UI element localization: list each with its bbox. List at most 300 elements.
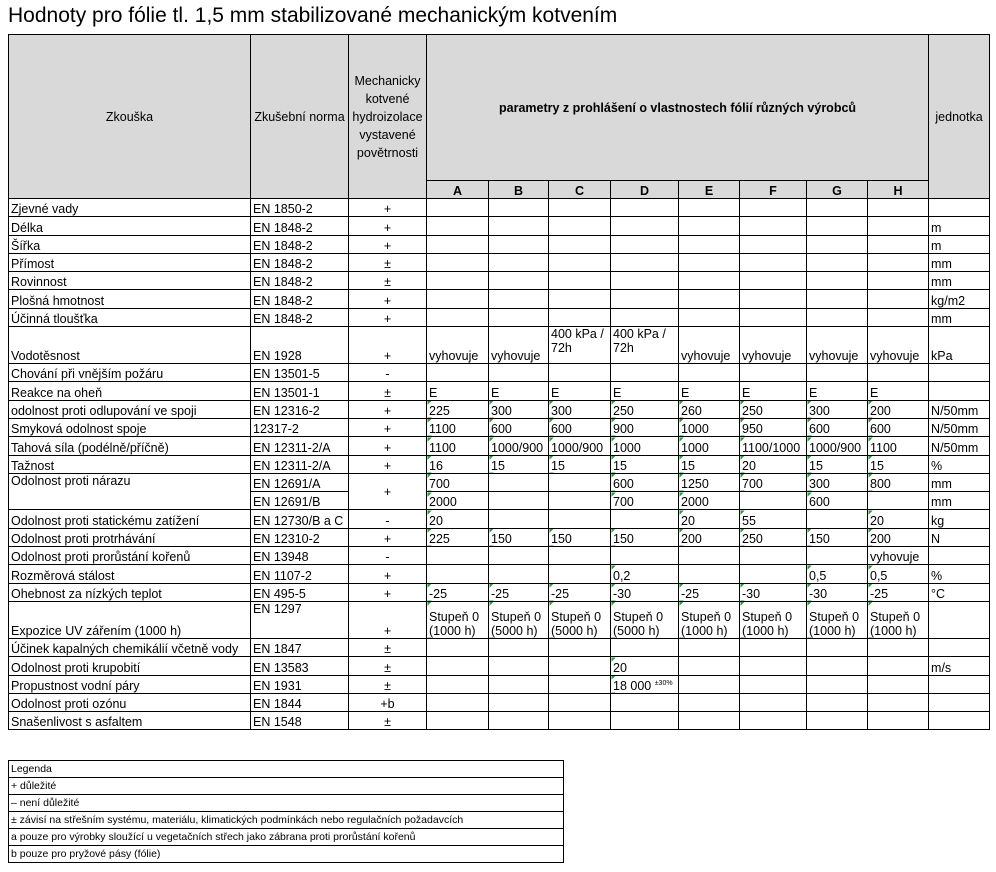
importance-sign: +: [349, 528, 427, 546]
value-cell: 1100: [427, 418, 489, 436]
test-norm: EN 1848-2: [251, 253, 349, 271]
table-row: [9, 528, 990, 546]
value-cell: [427, 565, 489, 583]
header-mech: Mechanicky kotvené hydroizolace vystavené povětrnosti: [349, 35, 427, 199]
test-name: Odolnost proti krupobití: [9, 657, 251, 675]
value-cell: [807, 364, 868, 382]
value-cell: [611, 364, 679, 382]
test-norm: EN 13501-5: [251, 364, 349, 382]
unit-cell: kPa: [929, 327, 990, 364]
value-cell: -25: [549, 583, 611, 601]
value-cell: 300: [807, 473, 868, 491]
unit-cell: m/s: [929, 657, 990, 675]
value-cell: [740, 253, 807, 271]
properties-table: [8, 34, 990, 730]
test-norm: EN 1848-2: [251, 217, 349, 235]
test-norm: EN 12311-2/A: [251, 455, 349, 473]
table-row: [9, 272, 990, 290]
value-cell: [679, 217, 740, 235]
value-cell: [611, 638, 679, 656]
value-cell: E: [611, 382, 679, 400]
value-cell: 260: [679, 400, 740, 418]
value-cell: [611, 308, 679, 326]
value-cell: [549, 492, 611, 510]
importance-sign: ±: [349, 675, 427, 693]
value-cell: [489, 675, 549, 693]
unit-cell: mm: [929, 308, 990, 326]
test-norm: EN 495-5: [251, 583, 349, 601]
importance-sign: +: [349, 418, 427, 436]
value-cell: [679, 675, 740, 693]
test-name: Rovinnost: [9, 272, 251, 290]
test-name: Expozice UV zářením (1000 h): [9, 601, 251, 638]
test-name: Plošná hmotnost: [9, 290, 251, 308]
value-cell: 250: [611, 400, 679, 418]
table-row: [9, 583, 990, 601]
value-cell: [489, 217, 549, 235]
value-cell: 600: [549, 418, 611, 436]
table-row: [9, 547, 990, 565]
value-cell: 1100: [427, 437, 489, 455]
test-name: Délka: [9, 217, 251, 235]
value-cell: 900: [611, 418, 679, 436]
importance-sign: ±: [349, 382, 427, 400]
importance-sign: +: [349, 327, 427, 364]
value-cell: 225: [427, 400, 489, 418]
value-cell: 600: [611, 473, 679, 491]
test-name: Tažnost: [9, 455, 251, 473]
importance-sign: +: [349, 437, 427, 455]
value-cell: 1000/900: [549, 437, 611, 455]
value-cell: 15: [489, 455, 549, 473]
value-cell: vyhovuje: [740, 327, 807, 364]
value-cell: [807, 675, 868, 693]
value-cell: [611, 675, 679, 693]
value-cell: [868, 364, 929, 382]
value-cell: 20: [868, 510, 929, 528]
value-cell: [427, 235, 489, 253]
manufacturer-b: B: [489, 181, 549, 199]
value-cell: vyhovuje: [807, 327, 868, 364]
value-cell: [807, 235, 868, 253]
value-cell: 700: [740, 473, 807, 491]
unit-cell: %: [929, 455, 990, 473]
table-row: [9, 364, 990, 382]
value-cell: [611, 217, 679, 235]
value-cell: [679, 253, 740, 271]
test-name: Odolnost proti nárazu: [9, 473, 251, 510]
value-cell: [740, 235, 807, 253]
value-cell: 200: [868, 528, 929, 546]
legend-item: – není důležité: [9, 795, 564, 812]
importance-sign: +: [349, 290, 427, 308]
header-params: parametry z prohlášení o vlastnostech fólií různých výrobců: [427, 35, 929, 181]
test-name: Odolnost proti statickému zatížení: [9, 510, 251, 528]
value-cell: vyhovuje: [489, 327, 549, 364]
value-cell: vyhovuje: [868, 547, 929, 565]
value-cell: 150: [611, 528, 679, 546]
test-name: Odolnost proti ozónu: [9, 693, 251, 711]
legend-table: [8, 760, 564, 863]
test-norm: EN 13583: [251, 657, 349, 675]
table-row: [9, 675, 990, 693]
value-cell: [868, 199, 929, 217]
value-cell: 1250: [679, 473, 740, 491]
value-cell: [427, 675, 489, 693]
value-cell: [427, 253, 489, 271]
value-cell: [427, 272, 489, 290]
table-row: [9, 657, 990, 675]
value-cell: [868, 693, 929, 711]
value-cell: [740, 693, 807, 711]
value-cell: 700: [427, 473, 489, 491]
value-cell: [679, 565, 740, 583]
test-norm: EN 1848-2: [251, 290, 349, 308]
legend-item: + důležité: [9, 778, 564, 795]
value-cell: [489, 473, 549, 491]
value-cell: [868, 492, 929, 510]
value-cell: [549, 547, 611, 565]
importance-sign: ±: [349, 638, 427, 656]
unit-cell: N/50mm: [929, 418, 990, 436]
value-cell: [489, 290, 549, 308]
value-cell: [740, 492, 807, 510]
value-cell: [489, 638, 549, 656]
value-cell: [489, 565, 549, 583]
test-norm: EN 1931: [251, 675, 349, 693]
value-cell: Stupeň 0 (5000 h): [611, 601, 679, 638]
value-cell: [549, 693, 611, 711]
unit-cell: N: [929, 528, 990, 546]
value-cell: 2000: [427, 492, 489, 510]
importance-sign: +: [349, 583, 427, 601]
value-cell: 0,2: [611, 565, 679, 583]
value-cell: [807, 693, 868, 711]
value-cell: [807, 308, 868, 326]
value-cell: 200: [679, 528, 740, 546]
legend-item: b pouze pro pryžové pásy (fólie): [9, 846, 564, 863]
value-cell: E: [427, 382, 489, 400]
value-cell: [427, 199, 489, 217]
importance-sign: +: [349, 473, 427, 510]
test-norm: EN 12310-2: [251, 528, 349, 546]
value-cell: [549, 290, 611, 308]
value-cell: [611, 712, 679, 730]
value-cell: [740, 565, 807, 583]
value-cell: [679, 547, 740, 565]
value-cell: 300: [549, 400, 611, 418]
manufacturer-a: A: [427, 181, 489, 199]
value-cell: [489, 547, 549, 565]
value-cell: E: [489, 382, 549, 400]
table-row: [9, 327, 990, 364]
value-cell: 1000/900: [807, 437, 868, 455]
manufacturer-d: D: [611, 181, 679, 199]
value-cell: 1100: [868, 437, 929, 455]
table-row: [9, 565, 990, 583]
value-cell: 1000: [679, 437, 740, 455]
unit-cell: [929, 693, 990, 711]
importance-sign: +: [349, 308, 427, 326]
test-name: Účinná tloušťka: [9, 308, 251, 326]
importance-sign: +: [349, 565, 427, 583]
value-cell: 1000: [679, 418, 740, 436]
value-cell: [489, 235, 549, 253]
value-cell: [807, 253, 868, 271]
test-name: odolnost proti odlupování ve spoji: [9, 400, 251, 418]
header-test: Zkouška: [9, 35, 251, 199]
value-cell: [611, 253, 679, 271]
value-cell: [868, 217, 929, 235]
value-cell: [489, 364, 549, 382]
value-cell: 15: [611, 455, 679, 473]
value-cell: [679, 712, 740, 730]
value-cell: 200: [868, 400, 929, 418]
value-cell: [740, 272, 807, 290]
value-cell: [489, 492, 549, 510]
value-cell: 55: [740, 510, 807, 528]
value-cell: [489, 657, 549, 675]
value-cell: 300: [489, 400, 549, 418]
value-cell: [740, 638, 807, 656]
importance-sign: +: [349, 601, 427, 638]
test-name: Zjevné vady: [9, 199, 251, 217]
value-cell: 0,5: [868, 565, 929, 583]
table-row: [9, 601, 990, 638]
test-name: Snašenlivost s asfaltem: [9, 712, 251, 730]
unit-cell: [929, 547, 990, 565]
unit-cell: mm: [929, 473, 990, 491]
value-cell: [611, 290, 679, 308]
value-cell: [427, 217, 489, 235]
unit-cell: kg: [929, 510, 990, 528]
value-cell: 400 kPa / 72h: [611, 327, 679, 364]
test-name: Propustnost vodní páry: [9, 675, 251, 693]
importance-sign: ±: [349, 657, 427, 675]
value-cell: 15: [679, 455, 740, 473]
value-cell: E: [807, 382, 868, 400]
value-cell: [679, 693, 740, 711]
value-cell: [868, 253, 929, 271]
unit-cell: kg/m2: [929, 290, 990, 308]
value-cell: [868, 235, 929, 253]
value-cell: [549, 199, 611, 217]
value-cell: 600: [489, 418, 549, 436]
value-cell: [489, 199, 549, 217]
test-norm: EN 1928: [251, 327, 349, 364]
vapor-value: 18 000: [613, 678, 652, 693]
test-name: Ohebnost za nízkých teplot: [9, 583, 251, 601]
value-cell: Stupeň 0 (1000 h): [679, 601, 740, 638]
test-norm: EN 1850-2: [251, 199, 349, 217]
unit-cell: [929, 601, 990, 638]
table-row: [9, 199, 990, 217]
value-cell: 20: [427, 510, 489, 528]
value-cell: [549, 235, 611, 253]
test-name: Přímost: [9, 253, 251, 271]
value-cell: [868, 712, 929, 730]
unit-cell: [929, 199, 990, 217]
value-cell: [489, 272, 549, 290]
value-cell: [549, 473, 611, 491]
value-cell: [549, 272, 611, 290]
test-name: Chování při vnějším požáru: [9, 364, 251, 382]
table-row: [9, 455, 990, 473]
value-cell: 20: [740, 455, 807, 473]
value-cell: 225: [427, 528, 489, 546]
unit-cell: m: [929, 235, 990, 253]
value-cell: [740, 547, 807, 565]
value-cell: [611, 510, 679, 528]
value-cell: [549, 253, 611, 271]
table-row: [9, 308, 990, 326]
manufacturer-e: E: [679, 181, 740, 199]
page-title: Hodnoty pro fólie tl. 1,5 mm stabilizované mechanickým kotvením: [8, 4, 618, 27]
value-cell: [740, 675, 807, 693]
importance-sign: -: [349, 364, 427, 382]
unit-cell: °C: [929, 583, 990, 601]
value-cell: 16: [427, 455, 489, 473]
value-cell: [807, 638, 868, 656]
unit-cell: N/50mm: [929, 437, 990, 455]
value-cell: [868, 272, 929, 290]
value-cell: [868, 675, 929, 693]
value-cell: 600: [807, 418, 868, 436]
value-cell: -25: [489, 583, 549, 601]
manufacturer-h: H: [868, 181, 929, 199]
table-row: [9, 253, 990, 271]
value-cell: [549, 217, 611, 235]
importance-sign: +: [349, 400, 427, 418]
value-cell: [427, 308, 489, 326]
unit-cell: [929, 638, 990, 656]
value-cell: Stupeň 0 (1000 h): [740, 601, 807, 638]
table-row: [9, 473, 990, 491]
importance-sign: -: [349, 547, 427, 565]
value-cell: 950: [740, 418, 807, 436]
manufacturer-g: G: [807, 181, 868, 199]
value-cell: [611, 199, 679, 217]
test-name: Smyková odolnost spoje: [9, 418, 251, 436]
value-cell: E: [740, 382, 807, 400]
importance-sign: ±: [349, 272, 427, 290]
value-cell: [489, 510, 549, 528]
test-name: Účinek kapalných chemikálií včetně vody: [9, 638, 251, 656]
value-cell: [679, 290, 740, 308]
value-cell: [807, 547, 868, 565]
value-cell: 1000: [611, 437, 679, 455]
value-cell: 700: [611, 492, 679, 510]
unit-cell: [929, 675, 990, 693]
value-cell: vyhovuje: [427, 327, 489, 364]
value-cell: [489, 693, 549, 711]
value-cell: [427, 290, 489, 308]
test-norm: EN 1847: [251, 638, 349, 656]
importance-sign: +: [349, 199, 427, 217]
test-norm: EN 12316-2: [251, 400, 349, 418]
importance-sign: +: [349, 217, 427, 235]
importance-sign: ±: [349, 712, 427, 730]
value-cell: 150: [549, 528, 611, 546]
value-cell: [549, 364, 611, 382]
value-cell: [427, 547, 489, 565]
value-cell: [549, 510, 611, 528]
value-cell: [549, 308, 611, 326]
value-cell: [807, 510, 868, 528]
value-cell: [740, 199, 807, 217]
test-norm: EN 12691/A: [251, 473, 349, 491]
value-cell: [807, 657, 868, 675]
value-cell: [740, 657, 807, 675]
test-name: Vodotěsnost: [9, 327, 251, 364]
value-cell: [679, 364, 740, 382]
value-cell: [740, 290, 807, 308]
value-cell: [868, 657, 929, 675]
table-row: [9, 437, 990, 455]
value-cell: [611, 693, 679, 711]
header-norm: Zkušební norma: [251, 35, 349, 199]
table-row: [9, 510, 990, 528]
unit-cell: N/50mm: [929, 400, 990, 418]
importance-sign: +: [349, 235, 427, 253]
importance-sign: ±: [349, 253, 427, 271]
value-cell: 800: [868, 473, 929, 491]
value-cell: [611, 235, 679, 253]
unit-cell: m: [929, 217, 990, 235]
value-cell: [679, 272, 740, 290]
value-cell: Stupeň 0 (1000 h): [427, 601, 489, 638]
value-cell: 600: [807, 492, 868, 510]
value-cell: [489, 712, 549, 730]
value-cell: [549, 712, 611, 730]
value-cell: 600: [868, 418, 929, 436]
value-cell: 1100/1000: [740, 437, 807, 455]
value-cell: -30: [807, 583, 868, 601]
value-cell: [740, 364, 807, 382]
table-row: [9, 217, 990, 235]
value-cell: 20: [679, 510, 740, 528]
value-cell: E: [868, 382, 929, 400]
value-cell: Stupeň 0 (5000 h): [549, 601, 611, 638]
test-norm: EN 12311-2/A: [251, 437, 349, 455]
test-name: Odolnost proti prorůstání kořenů: [9, 547, 251, 565]
value-cell: -30: [740, 583, 807, 601]
test-norm: EN 1844: [251, 693, 349, 711]
value-cell: [679, 199, 740, 217]
legend-item: ± závisí na střešním systému, materiálu, klimatických podmínkách nebo regulačních požadavcích: [9, 812, 564, 829]
value-cell: 400 kPa / 72h: [549, 327, 611, 364]
table-row: [9, 638, 990, 656]
unit-cell: [929, 712, 990, 730]
test-norm: EN 1848-2: [251, 308, 349, 326]
value-cell: -25: [427, 583, 489, 601]
test-norm: EN 1548: [251, 712, 349, 730]
table-row: [9, 290, 990, 308]
importance-sign: -: [349, 510, 427, 528]
value-cell: [427, 364, 489, 382]
value-cell: -30: [611, 583, 679, 601]
test-name: Šířka: [9, 235, 251, 253]
table-row: [9, 400, 990, 418]
unit-cell: [929, 364, 990, 382]
unit-cell: %: [929, 565, 990, 583]
importance-sign: +b: [349, 693, 427, 711]
value-cell: [427, 657, 489, 675]
header-unit: jednotka: [929, 35, 990, 199]
value-cell: 15: [807, 455, 868, 473]
table-row: [9, 693, 990, 711]
importance-sign: +: [349, 455, 427, 473]
